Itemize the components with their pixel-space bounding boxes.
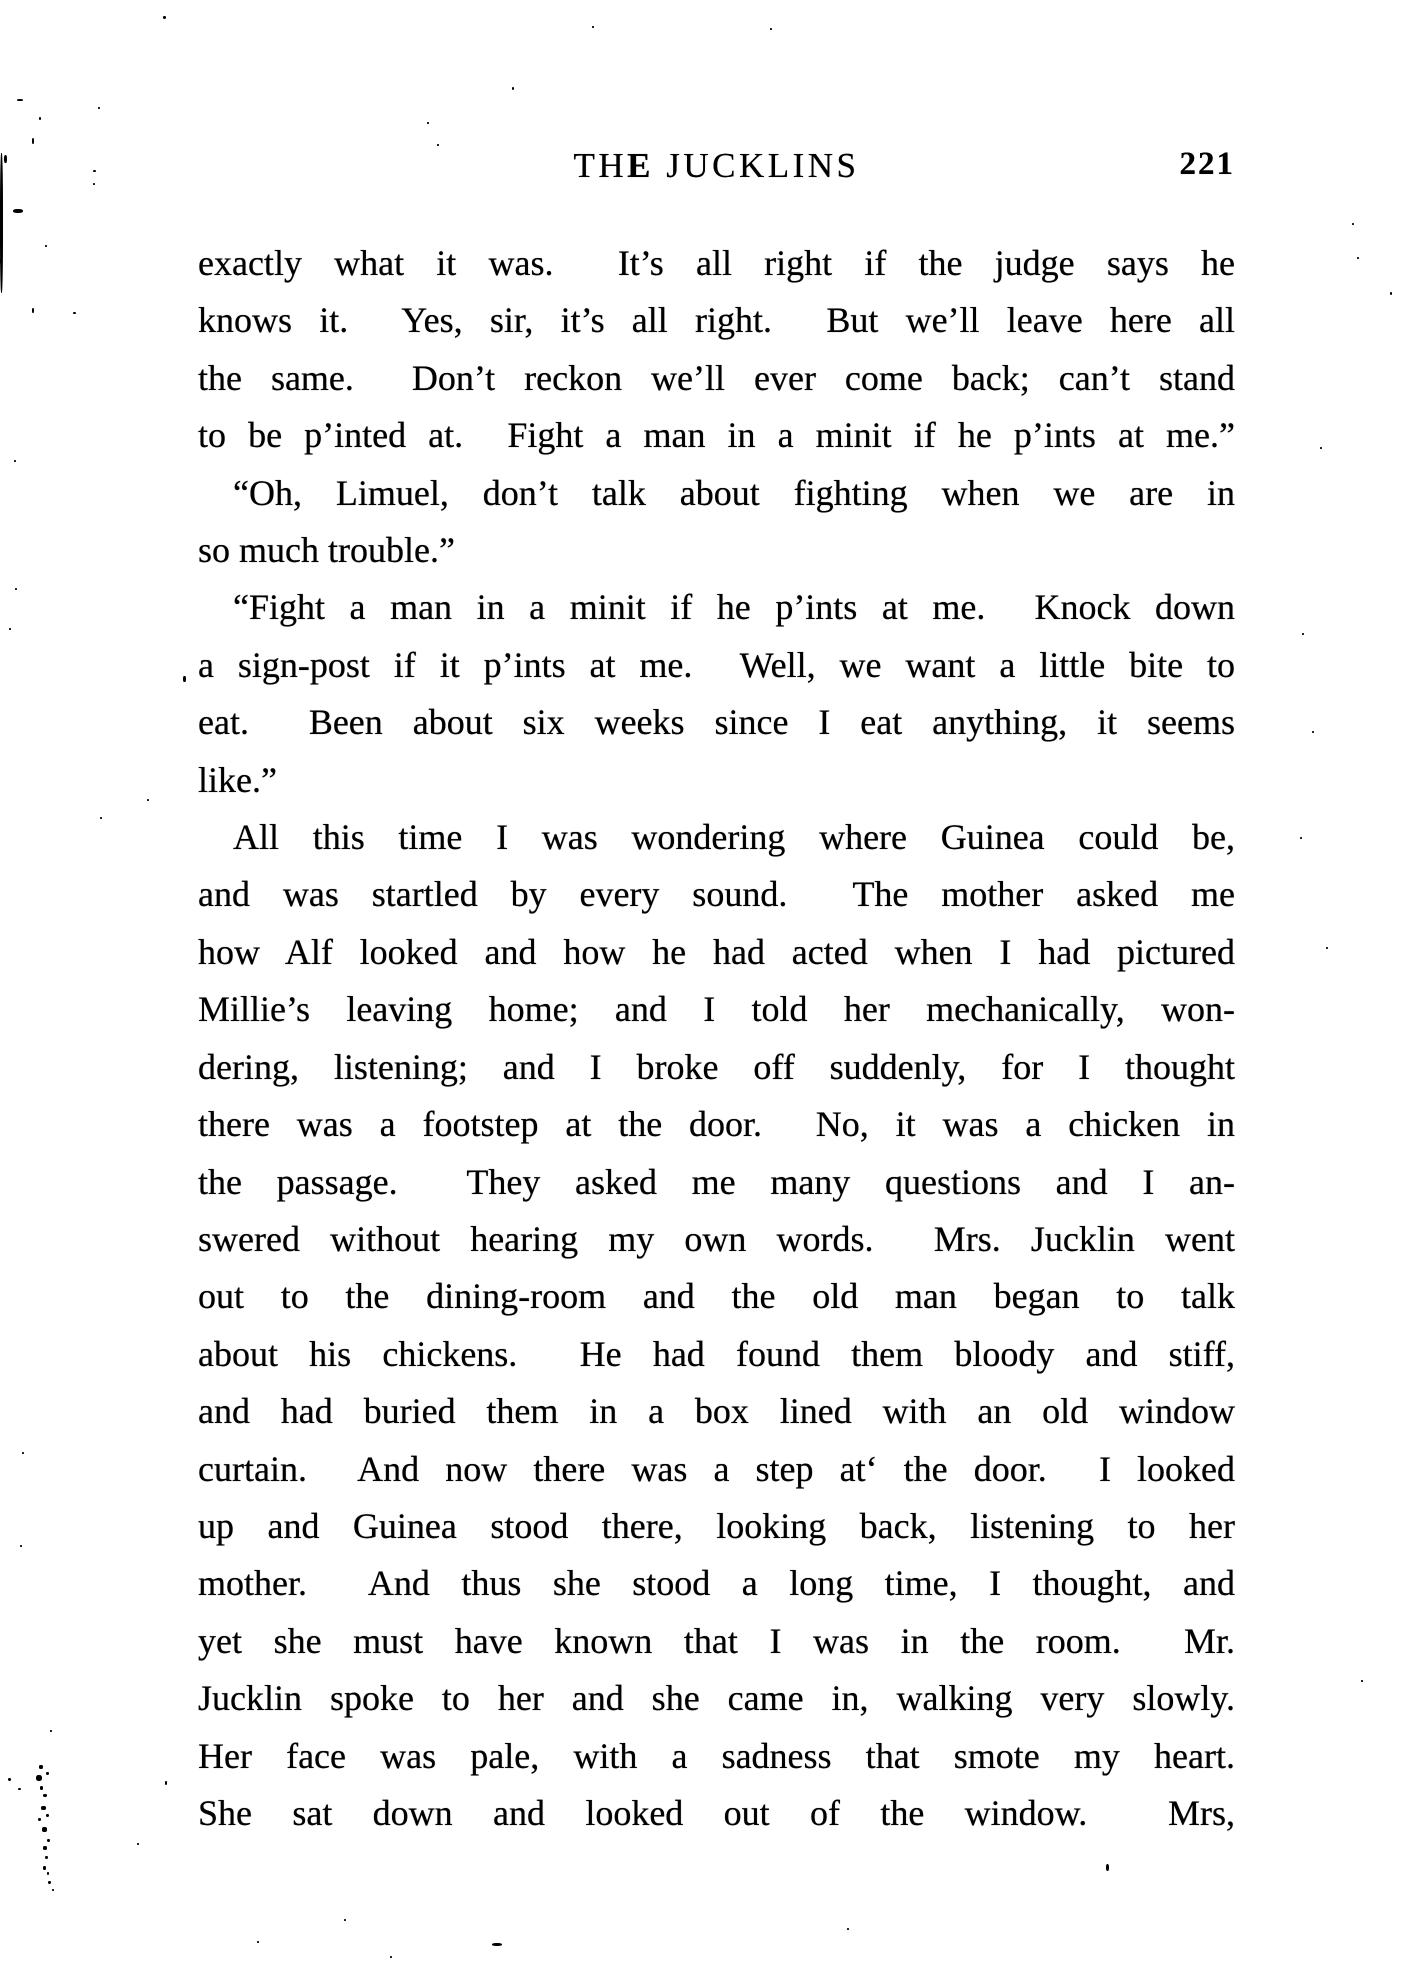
scan-speck (45, 1856, 48, 1859)
scan-speck (1390, 292, 1392, 295)
scan-speck (43, 1846, 47, 1850)
scan-speck (32, 138, 34, 144)
scan-speck (45, 245, 47, 247)
scan-speck (14, 460, 16, 462)
scan-speck (32, 308, 34, 313)
scan-speck (46, 1772, 49, 1775)
text-line: “Fight a man in a minit if he p’ints at me. Knock down (233, 587, 1235, 628)
book-title-part: JUCKLINS (653, 146, 860, 185)
scan-speck (93, 170, 96, 172)
scan-speck (13, 209, 23, 213)
scan-speck (48, 1881, 51, 1884)
scan-speck (437, 144, 439, 146)
text-line: Her face was pale, with a sadness that smote my heart. (198, 1735, 1235, 1776)
scan-speck (1312, 731, 1314, 733)
scan-speck (512, 87, 514, 90)
text-line: to be p’inted at. Fight a man in a minit if he p’ints at me.” (198, 415, 1235, 456)
text-line: knows it. Yes, sir, it’s all right. But we’ll leave here all (198, 300, 1235, 341)
scan-speck (1357, 257, 1359, 259)
scan-speck (15, 588, 17, 590)
text-line: the same. Don’t reckon we’ll ever come back; can’t stand (198, 357, 1235, 398)
text-line: like.” (198, 759, 277, 800)
scan-speck (1320, 447, 1322, 449)
scan-speck (847, 1928, 849, 1930)
text-line: and was startled by every sound. The mother asked me (198, 874, 1235, 915)
scan-speck (46, 1814, 49, 1817)
text-line: the passage. They asked me many questions and I an- (198, 1161, 1235, 1202)
text-line: swered without hearing my own words. Mrs. Jucklin went (198, 1218, 1235, 1259)
scan-speck (39, 117, 41, 120)
scan-speck (9, 628, 11, 630)
scan-speck (1361, 1680, 1363, 1682)
scan-speck (47, 1839, 50, 1842)
scan-speck (73, 312, 76, 314)
scan-speck (770, 28, 772, 30)
scan-speck (50, 1730, 52, 1732)
scan-speck (492, 1943, 502, 1946)
scan-speck (592, 26, 594, 28)
text-line: exactly what it was. It’s all right if the judge says he (198, 243, 1235, 283)
scan-speck (344, 1919, 346, 1921)
scan-speck (22, 1452, 24, 1454)
scan-speck (18, 1788, 21, 1790)
scan-speck (20, 1545, 22, 1547)
book-title-damaged-letter: E (627, 146, 654, 185)
scan-speck (165, 1781, 167, 1785)
scan-speck (52, 1889, 54, 1891)
text-line: out to the dining-room and the old man began to talk (198, 1276, 1235, 1317)
scan-speck (17, 99, 23, 101)
text-line: dering, listening; and I broke off suddenly, for I thought (198, 1046, 1235, 1087)
text-line: there was a footstep at the door. No, it was a chicken in (198, 1104, 1235, 1145)
scan-speck (39, 1765, 43, 1769)
text-line: All this time I was wondering where Guinea could be, (233, 817, 1235, 858)
text-line: Millie’s leaving home; and I told her mechanically, won- (198, 989, 1235, 1030)
scan-speck (1106, 1864, 1109, 1871)
scan-speck (1302, 633, 1304, 635)
text-line: a sign-post if it p’ints at me. Well, we want a little bite to (198, 644, 1235, 685)
text-line: Jucklin spoke to her and she came in, walking very slowly. (198, 1678, 1235, 1719)
page-number: 221 (1179, 146, 1235, 182)
scan-speck (0, 258, 2, 264)
scan-speck (4, 155, 7, 163)
scan-speck (137, 1843, 139, 1845)
scan-speck (147, 799, 149, 801)
scan-speck (427, 122, 429, 124)
text-line: about his chickens. He had found them bloody and stiff, (198, 1333, 1235, 1374)
scan-speck (1300, 837, 1302, 839)
text-line: She sat down and looked out of the window. Mrs, (198, 1792, 1235, 1833)
scan-speck (47, 1872, 49, 1875)
text-line: mother. And thus she stood a long time, I thought, and (198, 1563, 1235, 1604)
scan-speck (100, 817, 102, 819)
text-line: and had buried them in a box lined with an old window (198, 1391, 1235, 1432)
scan-speck (38, 1818, 41, 1821)
text-line: how Alf looked and how he had acted when I had pictured (198, 931, 1235, 972)
scan-speck (257, 1941, 259, 1943)
scan-speck (43, 1794, 47, 1797)
body-text (198, 235, 1235, 1842)
scan-speck (183, 676, 186, 682)
text-line: eat. Been about six weeks since I eat anything, it seems (198, 702, 1235, 743)
scan-speck (93, 183, 95, 185)
scan-speck (1352, 223, 1354, 225)
text-line: so much trouble.” (198, 530, 455, 571)
scan-speck (40, 1786, 43, 1790)
scan-speck (43, 1866, 46, 1870)
text-line: curtain. And now there was a step at‘ the door. I looked (198, 1448, 1235, 1489)
scan-speck (1326, 947, 1328, 949)
book-title-part: TH (573, 146, 628, 185)
scan-speck (0, 153, 3, 293)
scan-speck (42, 1827, 47, 1832)
text-line: “Oh, Limuel, don’t talk about fighting when we are in (233, 472, 1235, 513)
scan-speck (163, 16, 166, 19)
scan-speck (8, 1778, 11, 1781)
scan-speck (36, 1775, 42, 1781)
text-line: yet she must have known that I was in the room. Mr. (198, 1620, 1235, 1661)
scan-speck (41, 1806, 46, 1810)
text-line: up and Guinea stood there, looking back, listening to her (198, 1505, 1235, 1546)
scan-speck (98, 107, 100, 109)
scan-speck (390, 1956, 392, 1958)
